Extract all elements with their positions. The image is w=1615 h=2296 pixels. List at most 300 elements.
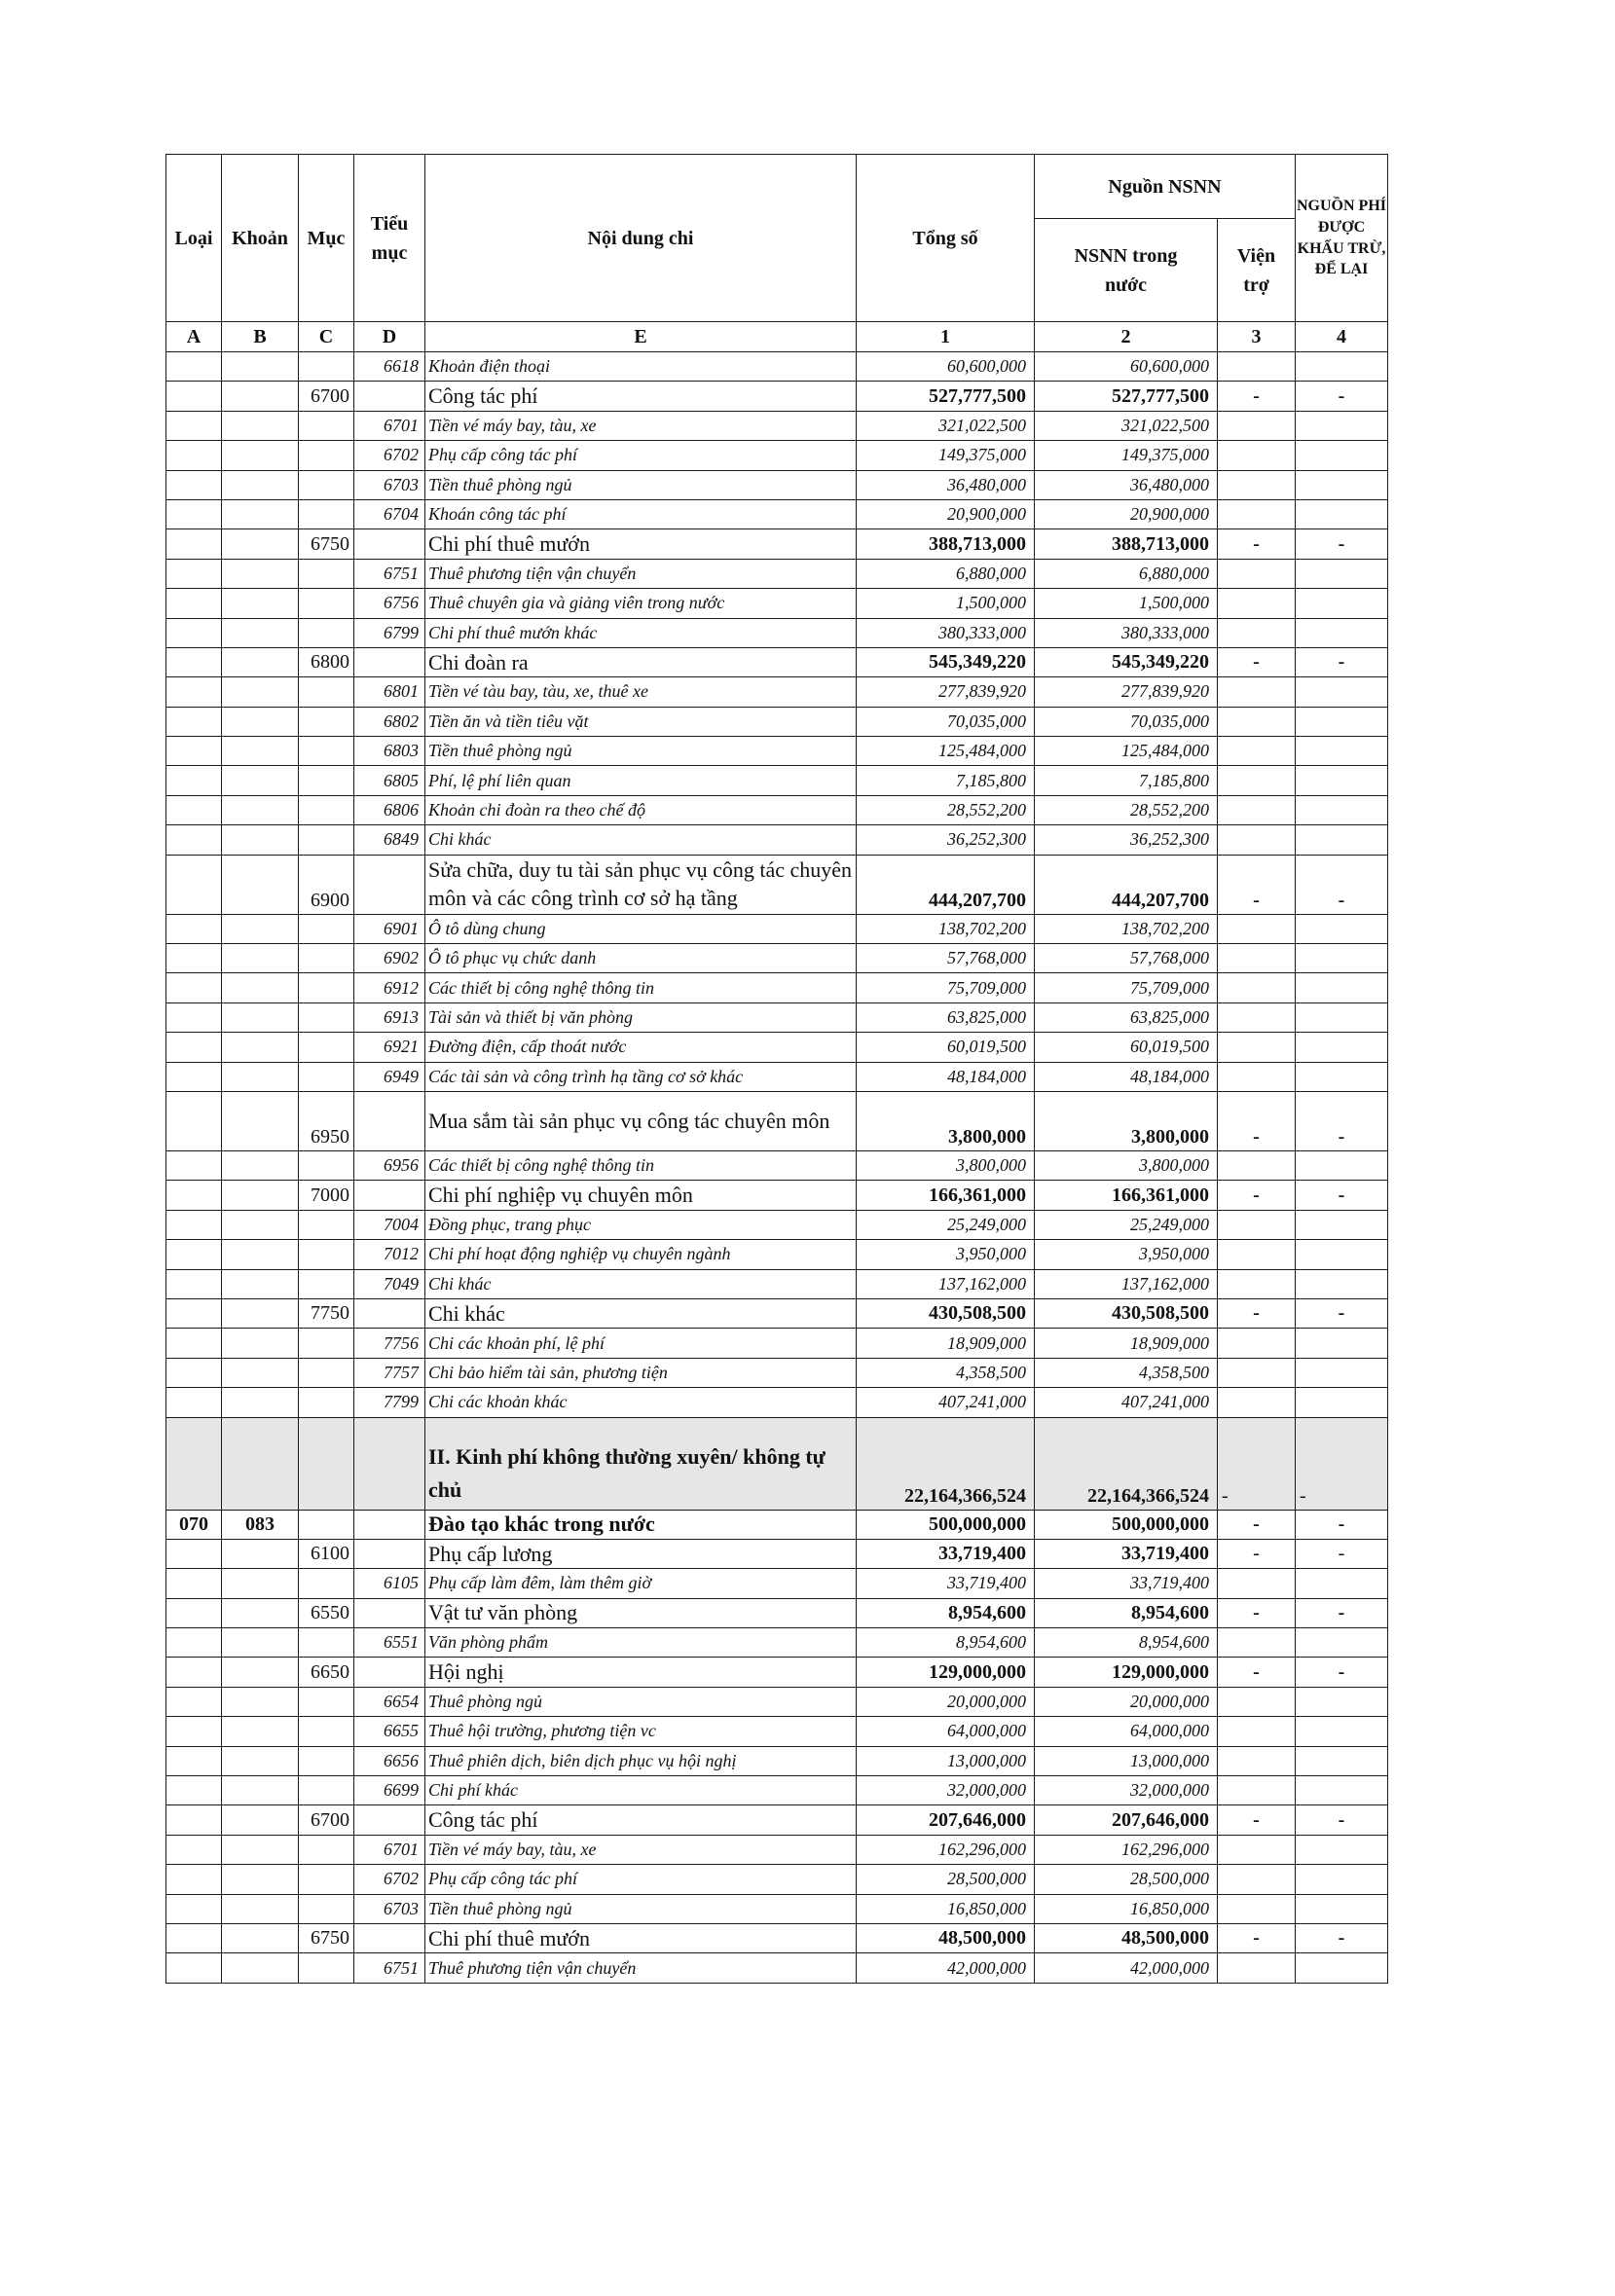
nguon-phi-cell: - xyxy=(1296,647,1388,676)
tieu-muc-row xyxy=(166,1033,1388,1062)
muc-cell xyxy=(299,1329,354,1358)
khoan-cell: 083 xyxy=(222,1510,299,1539)
col-tong-so-header: Tổng số xyxy=(857,155,1035,322)
description-cell: Chi đoàn ra xyxy=(425,647,857,676)
col-loai-header: Loại xyxy=(166,155,222,322)
tieu-muc-row xyxy=(166,1865,1388,1894)
description-cell: Công tác phí xyxy=(425,1805,857,1835)
total-cell: 16,850,000 xyxy=(857,1894,1035,1923)
nsnn-trong-nuoc-cell: 137,162,000 xyxy=(1035,1269,1218,1298)
total-cell: 207,646,000 xyxy=(857,1805,1035,1835)
vien-tro-cell xyxy=(1218,1062,1296,1091)
description-cell: Chi phí hoạt động nghiệp vụ chuyên ngành xyxy=(425,1240,857,1269)
muc-cell xyxy=(299,470,354,499)
tieu-muc-cell xyxy=(354,1298,425,1328)
vien-tro-cell: - xyxy=(1218,647,1296,676)
nsnn-trong-nuoc-cell: 60,600,000 xyxy=(1035,352,1218,382)
khoan-cell xyxy=(222,737,299,766)
tieu-muc-cell: 6618 xyxy=(354,352,425,382)
khoan-cell xyxy=(222,1150,299,1180)
muc-cell xyxy=(299,1150,354,1180)
loai-cell xyxy=(166,1953,222,1983)
tieu-muc-cell xyxy=(354,1510,425,1539)
vien-tro-cell xyxy=(1218,1953,1296,1983)
nsnn-trong-nuoc-cell: 527,777,500 xyxy=(1035,382,1218,411)
loai-cell xyxy=(166,1776,222,1805)
total-cell: 20,900,000 xyxy=(857,499,1035,528)
total-cell: 430,508,500 xyxy=(857,1298,1035,1328)
muc-cell: 6100 xyxy=(299,1539,354,1568)
khoan-cell xyxy=(222,1835,299,1864)
muc-cell xyxy=(299,1835,354,1864)
loai-cell xyxy=(166,1210,222,1239)
tieu-muc-row xyxy=(166,559,1388,588)
description-cell: Thuê phương tiện vận chuyển xyxy=(425,1953,857,1983)
nsnn-trong-nuoc-cell: 444,207,700 xyxy=(1035,855,1218,914)
loai-cell xyxy=(166,411,222,440)
vien-tro-cell xyxy=(1218,1358,1296,1387)
nguon-phi-cell: - xyxy=(1296,1923,1388,1952)
khoan-cell xyxy=(222,1776,299,1805)
muc-cell xyxy=(299,499,354,528)
description-cell: Ô tô dùng chung xyxy=(425,914,857,943)
nsnn-trong-nuoc-cell: 166,361,000 xyxy=(1035,1181,1218,1210)
nguon-phi-cell xyxy=(1296,499,1388,528)
muc-cell xyxy=(299,707,354,736)
tieu-muc-cell: 6921 xyxy=(354,1033,425,1062)
tieu-muc-cell: 6799 xyxy=(354,618,425,647)
tieu-muc-cell: 6802 xyxy=(354,707,425,736)
tieu-muc-row xyxy=(166,441,1388,470)
nsnn-trong-nuoc-cell: 380,333,000 xyxy=(1035,618,1218,647)
loai-cell xyxy=(166,766,222,795)
total-cell: 36,252,300 xyxy=(857,825,1035,855)
vien-tro-cell xyxy=(1218,1329,1296,1358)
tieu-muc-cell: 6654 xyxy=(354,1687,425,1716)
vien-tro-cell xyxy=(1218,795,1296,824)
total-cell: 60,600,000 xyxy=(857,352,1035,382)
nsnn-trong-nuoc-cell: 64,000,000 xyxy=(1035,1717,1218,1746)
total-cell: 70,035,000 xyxy=(857,707,1035,736)
tieu-muc-row xyxy=(166,914,1388,943)
khoan-cell xyxy=(222,1628,299,1658)
total-cell: 4,358,500 xyxy=(857,1358,1035,1387)
nsnn-trong-nuoc-cell: 149,375,000 xyxy=(1035,441,1218,470)
description-cell: Tài sản và thiết bị văn phòng xyxy=(425,1002,857,1032)
col-muc-header: Mục xyxy=(299,155,354,322)
vien-tro-cell xyxy=(1218,1388,1296,1417)
nsnn-trong-nuoc-cell: 36,480,000 xyxy=(1035,470,1218,499)
tieu-muc-row xyxy=(166,1776,1388,1805)
nguon-phi-cell: - xyxy=(1296,855,1388,914)
muc-row xyxy=(166,1598,1388,1627)
tieu-muc-row xyxy=(166,1240,1388,1269)
description-cell: Chi các khoản khác xyxy=(425,1388,857,1417)
nguon-phi-cell xyxy=(1296,737,1388,766)
khoan-cell xyxy=(222,1953,299,1983)
nguon-phi-cell: - xyxy=(1296,1181,1388,1210)
total-cell: 138,702,200 xyxy=(857,914,1035,943)
khoan-cell xyxy=(222,766,299,795)
description-cell: Chi phí khác xyxy=(425,1776,857,1805)
vien-tro-cell xyxy=(1218,1894,1296,1923)
nguon-phi-cell xyxy=(1296,1569,1388,1598)
nsnn-trong-nuoc-cell: 25,249,000 xyxy=(1035,1210,1218,1239)
description-cell: Khoản chi đoàn ra theo chế độ xyxy=(425,795,857,824)
col-vien-tro-header: Viện trợ xyxy=(1218,219,1296,322)
total-cell: 407,241,000 xyxy=(857,1388,1035,1417)
nguon-phi-cell xyxy=(1296,1033,1388,1062)
vien-tro-cell xyxy=(1218,1240,1296,1269)
khoan-cell xyxy=(222,1569,299,1598)
vien-tro-cell xyxy=(1218,411,1296,440)
muc-cell xyxy=(299,973,354,1002)
khoan-cell xyxy=(222,1865,299,1894)
total-cell: 380,333,000 xyxy=(857,618,1035,647)
tieu-muc-cell: 6655 xyxy=(354,1717,425,1746)
total-cell: 125,484,000 xyxy=(857,737,1035,766)
total-cell: 500,000,000 xyxy=(857,1510,1035,1539)
loai-cell xyxy=(166,529,222,559)
khoan-cell xyxy=(222,707,299,736)
loai-cell xyxy=(166,944,222,973)
muc-row xyxy=(166,1181,1388,1210)
tieu-muc-row xyxy=(166,411,1388,440)
muc-cell xyxy=(299,1687,354,1716)
loai-cell xyxy=(166,1628,222,1658)
nsnn-trong-nuoc-cell: 32,000,000 xyxy=(1035,1776,1218,1805)
total-cell: 545,349,220 xyxy=(857,647,1035,676)
tieu-muc-row xyxy=(166,1953,1388,1983)
tieu-muc-cell: 7049 xyxy=(354,1269,425,1298)
total-cell: 137,162,000 xyxy=(857,1269,1035,1298)
khoan-cell xyxy=(222,647,299,676)
loai-cell xyxy=(166,1805,222,1835)
tieu-muc-cell: 6901 xyxy=(354,914,425,943)
tieu-muc-cell: 6699 xyxy=(354,1776,425,1805)
description-cell: Hội nghị xyxy=(425,1658,857,1687)
khoan-cell xyxy=(222,382,299,411)
tieu-muc-cell xyxy=(354,1181,425,1210)
muc-cell: 6800 xyxy=(299,647,354,676)
vien-tro-cell xyxy=(1218,1687,1296,1716)
muc-cell xyxy=(299,1510,354,1539)
loai-cell xyxy=(166,795,222,824)
loai-cell xyxy=(166,1388,222,1417)
nsnn-trong-nuoc-cell: 129,000,000 xyxy=(1035,1658,1218,1687)
tieu-muc-row xyxy=(166,1002,1388,1032)
nguon-phi-cell xyxy=(1296,766,1388,795)
nsnn-trong-nuoc-cell: 48,184,000 xyxy=(1035,1062,1218,1091)
nguon-phi-cell xyxy=(1296,1269,1388,1298)
khoan-cell xyxy=(222,795,299,824)
muc-row xyxy=(166,382,1388,411)
letter-cell: 2 xyxy=(1035,322,1218,352)
description-cell: Đường điện, cấp thoát nước xyxy=(425,1033,857,1062)
col-nguon-nsnn-header: Nguồn NSNN xyxy=(1035,155,1296,219)
nguon-phi-cell: - xyxy=(1296,1805,1388,1835)
tieu-muc-row xyxy=(166,1358,1388,1387)
nguon-phi-cell xyxy=(1296,1894,1388,1923)
muc-cell: 6700 xyxy=(299,382,354,411)
description-cell: Phí, lệ phí liên quan xyxy=(425,766,857,795)
tieu-muc-row xyxy=(166,1746,1388,1775)
nsnn-trong-nuoc-cell: 277,839,920 xyxy=(1035,677,1218,707)
tieu-muc-row xyxy=(166,1388,1388,1417)
loai-cell xyxy=(166,973,222,1002)
khoan-cell xyxy=(222,618,299,647)
nsnn-trong-nuoc-cell: 430,508,500 xyxy=(1035,1298,1218,1328)
table-header xyxy=(166,155,1388,322)
total-cell: 3,950,000 xyxy=(857,1240,1035,1269)
muc-row xyxy=(166,1298,1388,1328)
column-letter-row xyxy=(166,322,1388,352)
loai-cell xyxy=(166,1150,222,1180)
loai-cell xyxy=(166,1687,222,1716)
col-khoan-header: Khoản xyxy=(222,155,299,322)
muc-cell xyxy=(299,1776,354,1805)
vien-tro-cell xyxy=(1218,1746,1296,1775)
khoan-cell xyxy=(222,1805,299,1835)
tieu-muc-cell xyxy=(354,855,425,914)
letter-cell: 1 xyxy=(857,322,1035,352)
vien-tro-cell xyxy=(1218,944,1296,973)
vien-tro-cell xyxy=(1218,1269,1296,1298)
description-cell: Tiền thuê phòng ngủ xyxy=(425,737,857,766)
total-cell: 28,552,200 xyxy=(857,795,1035,824)
tieu-muc-row xyxy=(166,499,1388,528)
nsnn-trong-nuoc-cell: 60,019,500 xyxy=(1035,1033,1218,1062)
khoan-cell xyxy=(222,1329,299,1358)
tieu-muc-row xyxy=(166,470,1388,499)
loai-cell xyxy=(166,677,222,707)
nsnn-trong-nuoc-cell: 8,954,600 xyxy=(1035,1598,1218,1627)
col-nguon-phi-header: NGUỒN PHÍ ĐƯỢC KHẤU TRỪ, ĐỂ LẠI xyxy=(1296,155,1388,322)
total-cell: 33,719,400 xyxy=(857,1539,1035,1568)
loai-cell xyxy=(166,1598,222,1627)
muc-cell: 7750 xyxy=(299,1298,354,1328)
description-cell: Phụ cấp lương xyxy=(425,1539,857,1568)
loai-cell xyxy=(166,1002,222,1032)
tieu-muc-cell: 6806 xyxy=(354,795,425,824)
description-cell: Thuê phiên dịch, biên dịch phục vụ hội nghị xyxy=(425,1746,857,1775)
loai-cell xyxy=(166,382,222,411)
total-cell: 42,000,000 xyxy=(857,1953,1035,1983)
table-body xyxy=(166,322,1388,1984)
nguon-phi-cell: - xyxy=(1296,382,1388,411)
nsnn-trong-nuoc-cell: 500,000,000 xyxy=(1035,1510,1218,1539)
description-cell: Phụ cấp công tác phí xyxy=(425,1865,857,1894)
nsnn-trong-nuoc-cell: 207,646,000 xyxy=(1035,1805,1218,1835)
muc-cell xyxy=(299,1417,354,1510)
tieu-muc-cell xyxy=(354,1598,425,1627)
nsnn-trong-nuoc-cell: 6,880,000 xyxy=(1035,559,1218,588)
vien-tro-cell: - xyxy=(1218,1181,1296,1210)
nguon-phi-cell xyxy=(1296,1628,1388,1658)
description-cell: Tiền thuê phòng ngủ xyxy=(425,470,857,499)
tieu-muc-cell: 6704 xyxy=(354,499,425,528)
khoan-cell xyxy=(222,1598,299,1627)
description-cell: Chi phí thuê mướn xyxy=(425,529,857,559)
tieu-muc-row xyxy=(166,766,1388,795)
nsnn-trong-nuoc-cell: 13,000,000 xyxy=(1035,1746,1218,1775)
loai-cell xyxy=(166,1298,222,1328)
loai-cell xyxy=(166,618,222,647)
loai-cell xyxy=(166,1746,222,1775)
vien-tro-cell xyxy=(1218,1776,1296,1805)
nsnn-trong-nuoc-cell: 36,252,300 xyxy=(1035,825,1218,855)
tieu-muc-row xyxy=(166,1628,1388,1658)
vien-tro-cell xyxy=(1218,1150,1296,1180)
muc-cell xyxy=(299,1569,354,1598)
vien-tro-cell: - xyxy=(1218,855,1296,914)
nguon-phi-cell xyxy=(1296,1329,1388,1358)
description-cell: Sửa chữa, duy tu tài sản phục vụ công tác chuyên môn và các công trình cơ sở hạ tầng xyxy=(425,855,857,914)
tieu-muc-row xyxy=(166,618,1388,647)
tieu-muc-row xyxy=(166,707,1388,736)
total-cell: 166,361,000 xyxy=(857,1181,1035,1210)
loai-cell xyxy=(166,1091,222,1150)
tieu-muc-cell: 6701 xyxy=(354,1835,425,1864)
vien-tro-cell: - xyxy=(1218,1510,1296,1539)
total-cell: 20,000,000 xyxy=(857,1687,1035,1716)
tieu-muc-row xyxy=(166,352,1388,382)
description-cell: II. Kinh phí không thường xuyên/ không tự chủ xyxy=(425,1417,857,1510)
total-cell: 36,480,000 xyxy=(857,470,1035,499)
nguon-phi-cell: - xyxy=(1296,1417,1388,1510)
description-cell: Tiền vé máy bay, tàu, xe xyxy=(425,1835,857,1864)
muc-cell xyxy=(299,1865,354,1894)
muc-row xyxy=(166,1539,1388,1568)
tieu-muc-cell: 6703 xyxy=(354,470,425,499)
muc-cell: 6750 xyxy=(299,529,354,559)
total-cell: 48,500,000 xyxy=(857,1923,1035,1952)
loai-cell xyxy=(166,1894,222,1923)
khoan-cell xyxy=(222,1717,299,1746)
tieu-muc-cell: 6956 xyxy=(354,1150,425,1180)
nguon-phi-cell xyxy=(1296,1746,1388,1775)
loai-cell xyxy=(166,559,222,588)
tieu-muc-cell: 6803 xyxy=(354,737,425,766)
loai-cell xyxy=(166,1865,222,1894)
muc-cell xyxy=(299,1033,354,1062)
total-cell: 7,185,800 xyxy=(857,766,1035,795)
vien-tro-cell: - xyxy=(1218,1598,1296,1627)
nsnn-trong-nuoc-cell: 3,800,000 xyxy=(1035,1150,1218,1180)
nguon-phi-cell: - xyxy=(1296,529,1388,559)
description-cell: Chi phí nghiệp vụ chuyên môn xyxy=(425,1181,857,1210)
muc-cell xyxy=(299,589,354,618)
khoan-cell xyxy=(222,677,299,707)
total-cell: 60,019,500 xyxy=(857,1033,1035,1062)
muc-cell: 6700 xyxy=(299,1805,354,1835)
nsnn-trong-nuoc-cell: 162,296,000 xyxy=(1035,1835,1218,1864)
nguon-phi-cell xyxy=(1296,352,1388,382)
tieu-muc-row xyxy=(166,737,1388,766)
tieu-muc-cell: 6656 xyxy=(354,1746,425,1775)
loai-cell xyxy=(166,499,222,528)
muc-cell xyxy=(299,352,354,382)
tieu-muc-cell: 6701 xyxy=(354,411,425,440)
nsnn-trong-nuoc-cell: 3,800,000 xyxy=(1035,1091,1218,1150)
muc-cell xyxy=(299,677,354,707)
total-cell: 277,839,920 xyxy=(857,677,1035,707)
vien-tro-cell xyxy=(1218,470,1296,499)
muc-cell xyxy=(299,1953,354,1983)
vien-tro-cell xyxy=(1218,766,1296,795)
loai-cell xyxy=(166,470,222,499)
tieu-muc-cell: 7756 xyxy=(354,1329,425,1358)
nguon-phi-cell xyxy=(1296,1358,1388,1387)
total-cell: 75,709,000 xyxy=(857,973,1035,1002)
description-cell: Thuê chuyên gia và giảng viên trong nước xyxy=(425,589,857,618)
loai-cell xyxy=(166,1062,222,1091)
vien-tro-cell: - xyxy=(1218,1805,1296,1835)
nguon-phi-cell xyxy=(1296,559,1388,588)
loai-cell xyxy=(166,1240,222,1269)
description-cell: Các tài sản và công trình hạ tầng cơ sở khác xyxy=(425,1062,857,1091)
nguon-phi-cell xyxy=(1296,1210,1388,1239)
muc-row xyxy=(166,647,1388,676)
khoan-cell xyxy=(222,1033,299,1062)
loai-cell xyxy=(166,1417,222,1510)
khoan-cell xyxy=(222,441,299,470)
muc-row xyxy=(166,529,1388,559)
vien-tro-cell xyxy=(1218,1033,1296,1062)
khoan-cell xyxy=(222,1658,299,1687)
khoan-cell xyxy=(222,1894,299,1923)
total-cell: 527,777,500 xyxy=(857,382,1035,411)
description-cell: Các thiết bị công nghệ thông tin xyxy=(425,973,857,1002)
description-cell: Khoán công tác phí xyxy=(425,499,857,528)
description-cell: Công tác phí xyxy=(425,382,857,411)
muc-cell xyxy=(299,441,354,470)
total-cell: 444,207,700 xyxy=(857,855,1035,914)
description-cell: Mua sắm tài sản phục vụ công tác chuyên môn xyxy=(425,1091,857,1150)
description-cell: Khoản điện thoại xyxy=(425,352,857,382)
vien-tro-cell xyxy=(1218,559,1296,588)
letter-cell: C xyxy=(299,322,354,352)
nsnn-trong-nuoc-cell: 4,358,500 xyxy=(1035,1358,1218,1387)
letter-cell: B xyxy=(222,322,299,352)
khoan-cell xyxy=(222,855,299,914)
loai-cell xyxy=(166,914,222,943)
tieu-muc-cell: 6902 xyxy=(354,944,425,973)
muc-cell xyxy=(299,914,354,943)
total-cell: 18,909,000 xyxy=(857,1329,1035,1358)
vien-tro-cell xyxy=(1218,499,1296,528)
tieu-muc-row xyxy=(166,677,1388,707)
tieu-muc-row xyxy=(166,1150,1388,1180)
muc-row xyxy=(166,1658,1388,1687)
description-cell: Vật tư văn phòng xyxy=(425,1598,857,1627)
muc-cell xyxy=(299,1210,354,1239)
letter-cell: A xyxy=(166,322,222,352)
budget-table xyxy=(165,154,1388,1984)
muc-cell: 6900 xyxy=(299,855,354,914)
vien-tro-cell xyxy=(1218,1002,1296,1032)
vien-tro-cell xyxy=(1218,677,1296,707)
vien-tro-cell xyxy=(1218,1835,1296,1864)
muc-cell xyxy=(299,1717,354,1746)
tieu-muc-row xyxy=(166,1894,1388,1923)
tieu-muc-cell: 7757 xyxy=(354,1358,425,1387)
nsnn-trong-nuoc-cell: 7,185,800 xyxy=(1035,766,1218,795)
description-cell: Phụ cấp công tác phí xyxy=(425,441,857,470)
vien-tro-cell: - xyxy=(1218,1417,1296,1510)
tieu-muc-cell xyxy=(354,647,425,676)
tieu-muc-cell: 6105 xyxy=(354,1569,425,1598)
